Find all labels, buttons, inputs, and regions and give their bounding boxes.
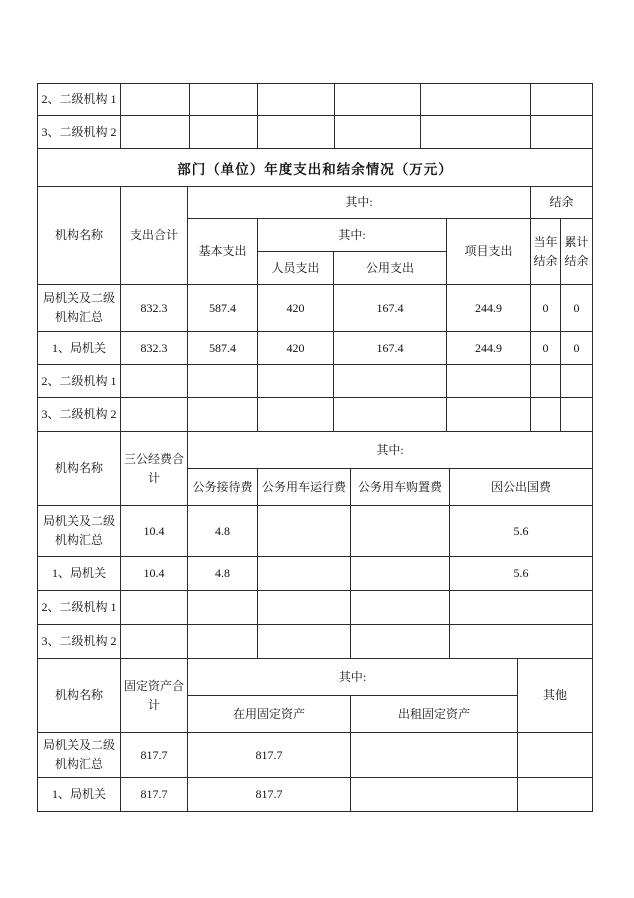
header-among-2: 其中: xyxy=(258,219,447,252)
org-name-cell: 2、二级机构 1 xyxy=(38,365,121,398)
header-official-reception: 公务接待费 xyxy=(188,469,258,506)
header-personnel-expenditure: 人员支出 xyxy=(258,252,334,285)
table-cell: 0 xyxy=(561,332,593,365)
table-cell xyxy=(351,733,518,778)
header-fixed-assets-total: 固定资产合计 xyxy=(121,659,188,733)
table-cell: 244.9 xyxy=(447,332,531,365)
header-three-public-total: 三公经费合计 xyxy=(121,432,188,506)
table-cell: 817.7 xyxy=(188,733,351,778)
table-cell: 4.8 xyxy=(188,557,258,591)
table-row xyxy=(38,591,593,625)
table-row xyxy=(38,285,593,332)
table-cell xyxy=(531,398,561,432)
report-tables xyxy=(37,84,593,812)
table-cell xyxy=(421,84,531,116)
org-name-cell: 3、二级机构 2 xyxy=(38,116,121,149)
table-cell xyxy=(258,398,334,432)
table-cell: 0 xyxy=(531,332,561,365)
table-cell xyxy=(447,365,531,398)
table-cell xyxy=(531,116,593,149)
header-balance: 结余 xyxy=(531,187,593,219)
table-row xyxy=(38,733,593,778)
org-name-cell: 1、局机关 xyxy=(38,557,121,591)
table-cell xyxy=(121,365,188,398)
table-row xyxy=(38,778,593,812)
org-name-cell: 局机关及二级机构汇总 xyxy=(38,285,121,332)
table-row xyxy=(38,506,593,557)
header-org-name: 机构名称 xyxy=(38,659,121,733)
table-cell: 832.3 xyxy=(121,285,188,332)
header-org-name: 机构名称 xyxy=(38,187,121,285)
table-cell xyxy=(258,506,351,557)
table-cell xyxy=(258,591,351,625)
table-cell xyxy=(351,591,450,625)
table-cell: 167.4 xyxy=(334,285,447,332)
table-cell: 420 xyxy=(258,285,334,332)
header-basic-expenditure: 基本支出 xyxy=(188,219,258,285)
table-cell: 244.9 xyxy=(447,285,531,332)
table-cell xyxy=(121,591,188,625)
table-cell xyxy=(421,116,531,149)
expenditure-table xyxy=(37,186,593,432)
header-current-balance: 当年结余 xyxy=(531,219,561,285)
header-project-expenditure: 项目支出 xyxy=(447,219,531,285)
table-cell: 817.7 xyxy=(121,733,188,778)
table-cell xyxy=(334,398,447,432)
table-header-row xyxy=(38,659,593,696)
table-cell xyxy=(258,84,335,116)
header-among: 其中: xyxy=(188,659,518,696)
table-cell xyxy=(121,116,190,149)
section-title: 部门（单位）年度支出和结余情况（万元） xyxy=(37,148,593,187)
header-among: 其中: xyxy=(188,432,593,469)
org-name-cell: 1、局机关 xyxy=(38,778,121,812)
table-cell xyxy=(258,116,335,149)
header-other: 其他 xyxy=(518,659,593,733)
table-cell xyxy=(190,84,258,116)
table-cell xyxy=(258,365,334,398)
table-row xyxy=(38,557,593,591)
table-row xyxy=(38,365,593,398)
table-cell: 817.7 xyxy=(121,778,188,812)
table-cell xyxy=(188,625,258,659)
table-cell xyxy=(351,625,450,659)
table-cell xyxy=(121,625,188,659)
three-public-expenses-table xyxy=(37,431,593,659)
header-rented-out-fixed-assets: 出租固定资产 xyxy=(351,696,518,733)
previous-table-fragment xyxy=(37,83,593,149)
table-cell: 0 xyxy=(531,285,561,332)
table-cell xyxy=(190,116,258,149)
table-cell: 10.4 xyxy=(121,557,188,591)
table-cell: 5.6 xyxy=(450,557,593,591)
table-row xyxy=(38,84,593,116)
table-header-row xyxy=(38,187,593,219)
header-total-expenditure: 支出合计 xyxy=(121,187,188,285)
table-cell xyxy=(335,84,421,116)
table-cell: 832.3 xyxy=(121,332,188,365)
header-in-use-fixed-assets: 在用固定资产 xyxy=(188,696,351,733)
org-name-cell: 局机关及二级机构汇总 xyxy=(38,506,121,557)
table-row xyxy=(38,398,593,432)
header-vehicle-purchase: 公务用车购置费 xyxy=(351,469,450,506)
table-cell xyxy=(450,591,593,625)
header-cumulative-balance: 累计结余 xyxy=(561,219,593,285)
table-header-row xyxy=(38,432,593,469)
table-cell: 167.4 xyxy=(334,332,447,365)
org-name-cell: 3、二级机构 2 xyxy=(38,625,121,659)
org-name-cell: 2、二级机构 1 xyxy=(38,84,121,116)
table-cell xyxy=(258,557,351,591)
table-cell xyxy=(351,778,518,812)
table-cell xyxy=(188,398,258,432)
table-cell xyxy=(258,625,351,659)
org-name-cell: 2、二级机构 1 xyxy=(38,591,121,625)
table-cell xyxy=(188,365,258,398)
table-cell xyxy=(531,84,593,116)
table-cell xyxy=(561,365,593,398)
table-cell xyxy=(351,557,450,591)
table-cell xyxy=(518,778,593,812)
table-cell xyxy=(518,733,593,778)
table-cell xyxy=(121,398,188,432)
table-cell: 10.4 xyxy=(121,506,188,557)
table-cell xyxy=(561,398,593,432)
table-cell: 420 xyxy=(258,332,334,365)
table-cell: 587.4 xyxy=(188,285,258,332)
table-cell xyxy=(531,365,561,398)
table-cell xyxy=(450,625,593,659)
header-among: 其中: xyxy=(188,187,531,219)
table-cell: 5.6 xyxy=(450,506,593,557)
table-cell xyxy=(334,365,447,398)
header-public-expenditure: 公用支出 xyxy=(334,252,447,285)
org-name-cell: 1、局机关 xyxy=(38,332,121,365)
table-cell: 4.8 xyxy=(188,506,258,557)
org-name-cell: 3、二级机构 2 xyxy=(38,398,121,432)
table-cell xyxy=(447,398,531,432)
table-cell: 0 xyxy=(561,285,593,332)
table-row xyxy=(38,332,593,365)
table-cell: 817.7 xyxy=(188,778,351,812)
table-row xyxy=(38,116,593,149)
org-name-cell: 局机关及二级机构汇总 xyxy=(38,733,121,778)
table-cell: 587.4 xyxy=(188,332,258,365)
table-cell xyxy=(188,591,258,625)
fixed-assets-table xyxy=(37,658,593,812)
header-vehicle-operation: 公务用车运行费 xyxy=(258,469,351,506)
table-cell xyxy=(121,84,190,116)
header-org-name: 机构名称 xyxy=(38,432,121,506)
table-cell xyxy=(351,506,450,557)
header-overseas-trips: 因公出国费 xyxy=(450,469,593,506)
table-row xyxy=(38,625,593,659)
table-cell xyxy=(335,116,421,149)
